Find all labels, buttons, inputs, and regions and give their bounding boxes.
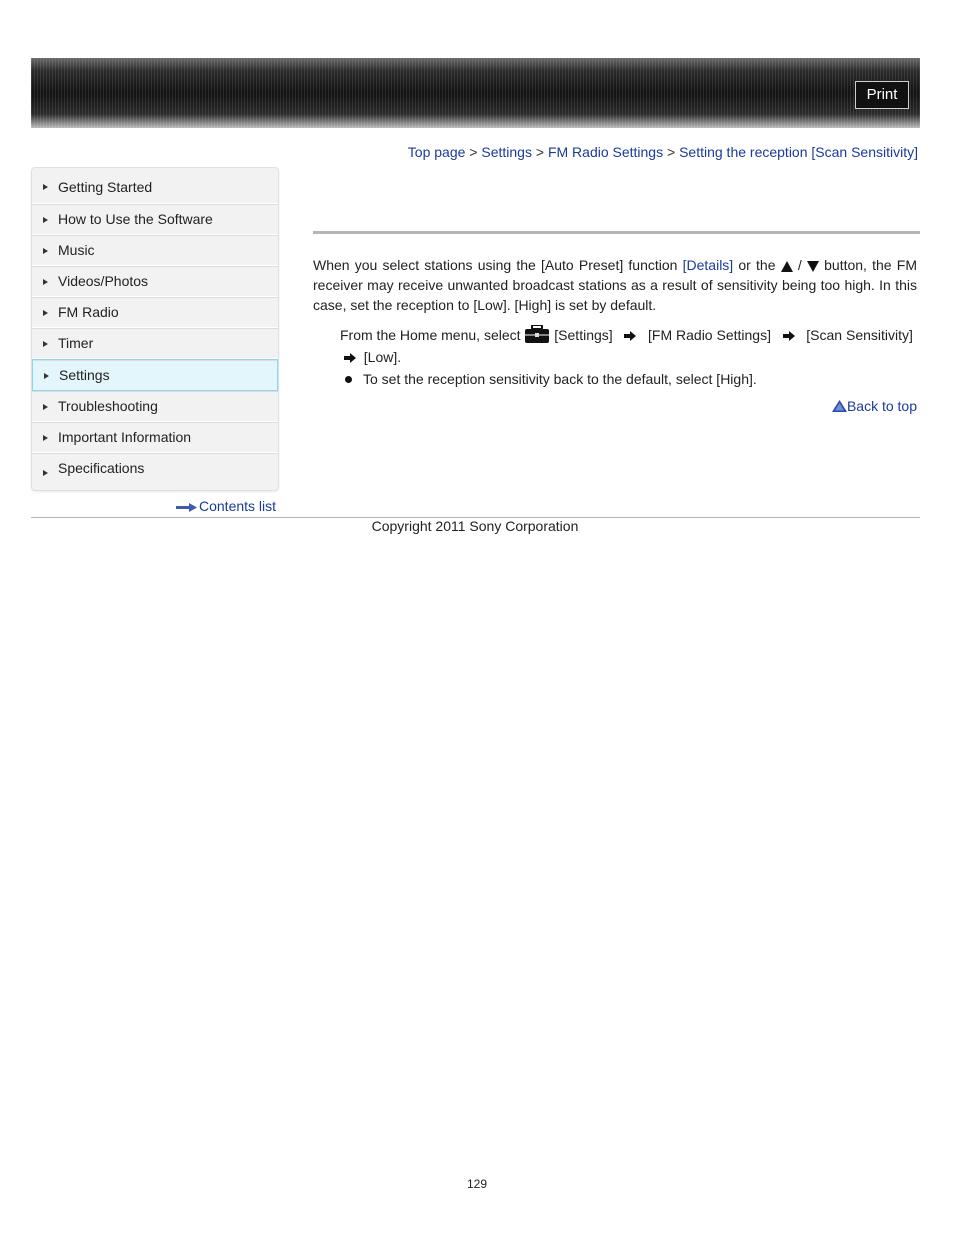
arrow-right-icon: [43, 341, 48, 347]
breadcrumb-current-page[interactable]: Setting the reception [Scan Sensitivity]: [679, 144, 918, 160]
contents-list-link[interactable]: [176, 498, 276, 514]
step-settings-text: [Settings]: [554, 327, 613, 343]
instruction-step: [340, 324, 920, 368]
back-to-top-label: Back to top: [846, 398, 917, 414]
sidebar-nav: [31, 167, 279, 491]
sidebar-item-getting-started[interactable]: [32, 168, 278, 204]
intro-paragraph: [313, 255, 917, 315]
sidebar-item-fm-radio[interactable]: [32, 297, 278, 328]
step-text: From the Home menu, select: [340, 327, 525, 343]
sidebar-item-troubleshooting[interactable]: [32, 391, 278, 422]
bullet-text: To set the reception sensitivity back to the default, select [High].: [363, 371, 757, 387]
sidebar-item-label: Troubleshooting: [58, 398, 158, 414]
arrow-right-icon: [43, 404, 48, 410]
arrow-right-icon: [43, 470, 48, 476]
sidebar-item-label: Settings: [59, 367, 110, 383]
breadcrumb-separator: >: [667, 144, 676, 160]
arrow-right-icon: [43, 217, 48, 223]
breadcrumb-fm-radio-settings[interactable]: FM Radio Settings: [547, 144, 664, 160]
arrow-right-icon: [624, 331, 636, 341]
arrow-right-icon: [43, 435, 48, 441]
arrow-right-icon: [43, 310, 48, 316]
details-link[interactable]: [Details]: [682, 257, 734, 273]
sidebar-item-specifications[interactable]: [32, 453, 278, 490]
title-divider: [313, 231, 920, 234]
breadcrumb-separator: >: [535, 144, 545, 160]
contents-arrow-icon: [176, 503, 197, 512]
up-button-icon: [781, 261, 793, 272]
intro-text: When you select stations using the [Auto Preset] function: [313, 257, 683, 273]
page-header: [31, 58, 920, 128]
down-button-icon: [807, 261, 819, 272]
intro-text: /: [792, 257, 807, 273]
sidebar-item-label: Timer: [58, 335, 94, 351]
sidebar-item-important-information[interactable]: [32, 422, 278, 453]
page-number: 129: [466, 1177, 488, 1191]
copyright-text: Copyright 2011 Sony Corporation: [371, 518, 579, 534]
step-scan-text: [Scan Sensitivity]: [806, 327, 913, 343]
breadcrumb-top-page[interactable]: Top page: [407, 144, 466, 160]
sidebar-item-label: How to Use the Software: [58, 211, 213, 227]
sidebar-item-timer[interactable]: [32, 328, 278, 359]
back-to-top-link[interactable]: [832, 398, 917, 414]
breadcrumb-separator: >: [469, 144, 478, 160]
sidebar-item-label: Getting Started: [58, 179, 153, 195]
sidebar-item-label: Specifications: [58, 460, 145, 476]
contents-list-label: Contents list: [199, 498, 277, 514]
step-fm-text: [FM Radio Settings]: [648, 327, 771, 343]
arrow-right-icon: [43, 279, 48, 285]
arrow-right-icon: [783, 331, 795, 341]
sidebar-item-label: Important Information: [58, 429, 192, 445]
bullet-dot-icon: [345, 376, 352, 383]
arrow-right-icon: [43, 184, 48, 190]
arrow-right-icon: [344, 353, 356, 363]
print-button[interactable]: Print: [855, 81, 909, 109]
breadcrumb: [408, 144, 918, 160]
intro-text: or the: [733, 257, 781, 273]
sidebar-item-settings[interactable]: [32, 359, 278, 391]
sidebar-item-music[interactable]: [32, 235, 278, 266]
note-bullet: [345, 369, 757, 389]
sidebar-item-label: Music: [58, 242, 95, 258]
arrow-right-icon: [43, 248, 48, 254]
step-low-text: [Low].: [363, 349, 402, 365]
sidebar-item-label: FM Radio: [58, 304, 119, 320]
sidebar-item-label: Videos/Photos: [58, 273, 149, 289]
breadcrumb-settings[interactable]: Settings: [481, 144, 532, 160]
triangle-up-icon: [832, 400, 847, 412]
settings-toolbox-icon: [524, 325, 550, 343]
intro-text: button, the FM receiver may receive unwanted broadcast stations as a result of sensitivity being too high. In this case, set the reception to [Low]. [High] is set by default.: [313, 257, 917, 313]
sidebar-item-how-to-use-software[interactable]: [32, 204, 278, 235]
sidebar-item-videos-photos[interactable]: [32, 266, 278, 297]
arrow-right-icon: [44, 373, 49, 379]
